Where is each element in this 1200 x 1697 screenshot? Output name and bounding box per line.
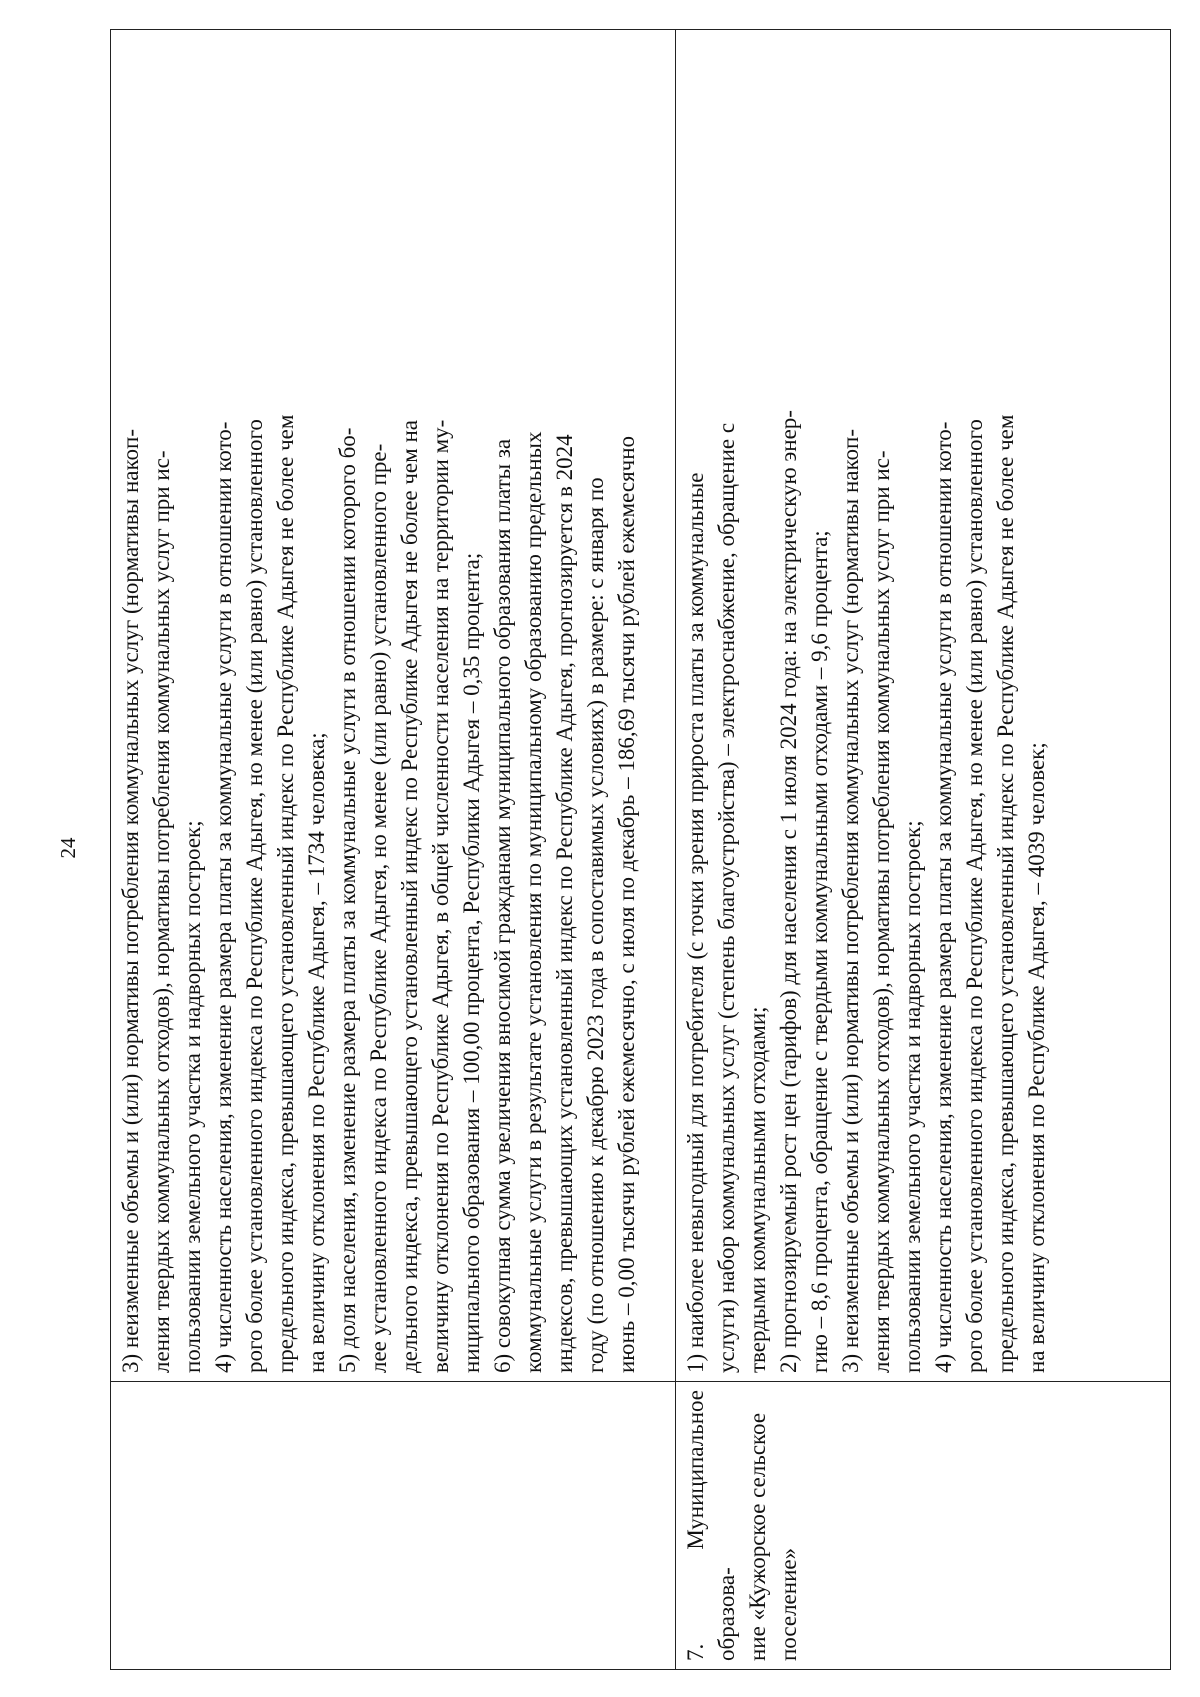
text-line: пользовании земельного участка и надворных построек; [180,820,205,1373]
table-row [111,30,676,1670]
rotated-table-frame [110,30,1170,1670]
municipality-cell [676,1382,1171,1670]
page-number: 24 [56,837,80,859]
text-line: 2) прогнозируемый рост цен (тарифов) для населения с 1 июля 2024 года: на электрическую энер- [776,410,801,1373]
description-cell [111,30,676,1382]
text-line: 5) доля населения, изменение размера платы за коммунальные услуги в отношении которого бо- [335,427,360,1373]
municipality-name-line: 7. Муниципальное образова- [683,1390,739,1661]
text-line: рого более установленного индекса по Республике Адыгея, но менее (или равно) установленного [962,419,987,1373]
text-line: услуги) набор коммунальных услуг (степень благоустройства) – электроснабжение, обращение с [714,422,739,1373]
description-cell [676,30,1171,1382]
table-row [676,30,1171,1670]
text-line: году (по отношению к декабрю 2023 года в сопоставимых условиях) в размере: с января по [583,477,608,1373]
municipality-name-line: ние «Кужорское сельское [745,1412,770,1661]
text-line: ления твердых коммунальных отходов), нормативы потребления коммунальных услуг при ис- [869,450,894,1373]
text-line: ниципального образования – 100,00 процента, Республики Адыгея – 0,35 процента; [459,552,484,1373]
text-line: пользовании земельного участка и надворных построек; [900,820,925,1373]
text-line: предельного индекса, превышающего установленный индекс по Республике Адыгея не более чем [273,414,298,1373]
text-line: коммунальные услуги в результате установления по муниципальному образованию предельных [521,431,546,1373]
text-line: твердыми коммунальными отходами; [745,1006,770,1373]
text-line: 3) неизменные объемы и (или) нормативы потребления коммунальных услуг (нормативы накоп- [838,429,863,1373]
text-line: дельного индекса, превышающего установленный индекс по Республике Адыгея не более чем на [397,420,422,1373]
text-line: 4) численность населения, изменение размера платы за коммунальные услуги в отношении кото- [931,421,956,1373]
text-line: на величину отклонения по Республике Адыгея, – 1734 человека; [304,732,329,1373]
text-line: гию – 8,6 процента, обращение с твердыми коммунальными отходами – 9,6 процента; [807,530,832,1373]
municipality-cell [111,1382,676,1670]
text-line: величину отклонения по Республике Адыгея, в общей численности населения на территории му- [428,419,453,1373]
text-line: предельного индекса, превышающего установленный индекс по Республике Адыгея не более чем [993,414,1018,1373]
text-line: рого более установленного индекса по Республике Адыгея, но менее (или равно) установленного [242,419,267,1373]
text-line: 6) совокупная сумма увеличения вносимой гражданами муниципального образования платы за [490,438,515,1373]
text-line: на величину отклонения по Республике Адыгея, – 4039 человек; [1024,742,1049,1373]
text-line: 1) наиболее невыгодный для потребителя (с точки зрения прироста платы за коммунальные [683,472,708,1373]
municipality-name-line: поселение» [776,1547,801,1661]
text-line: лее установленного индекса по Республике Адыгея, но менее (или равно) установленного пре- [366,443,391,1373]
municipality-table [110,29,1171,1670]
text-line: 4) численность населения, изменение размера платы за коммунальные услуги в отношении кото- [211,421,236,1373]
text-line: 3) неизменные объемы и (или) нормативы потребления коммунальных услуг (нормативы накоп- [118,429,143,1373]
text-line: июнь – 0,00 тысячи рублей ежемесячно, с июля по декабрь – 186,69 тысячи рублей ежемесячно [614,435,639,1373]
text-line: индексов, превышающих установленный индекс по Республике Адыгея, прогнозируется в 2024 [552,434,577,1373]
text-line: ления твердых коммунальных отходов), нормативы потребления коммунальных услуг при ис- [149,450,174,1373]
